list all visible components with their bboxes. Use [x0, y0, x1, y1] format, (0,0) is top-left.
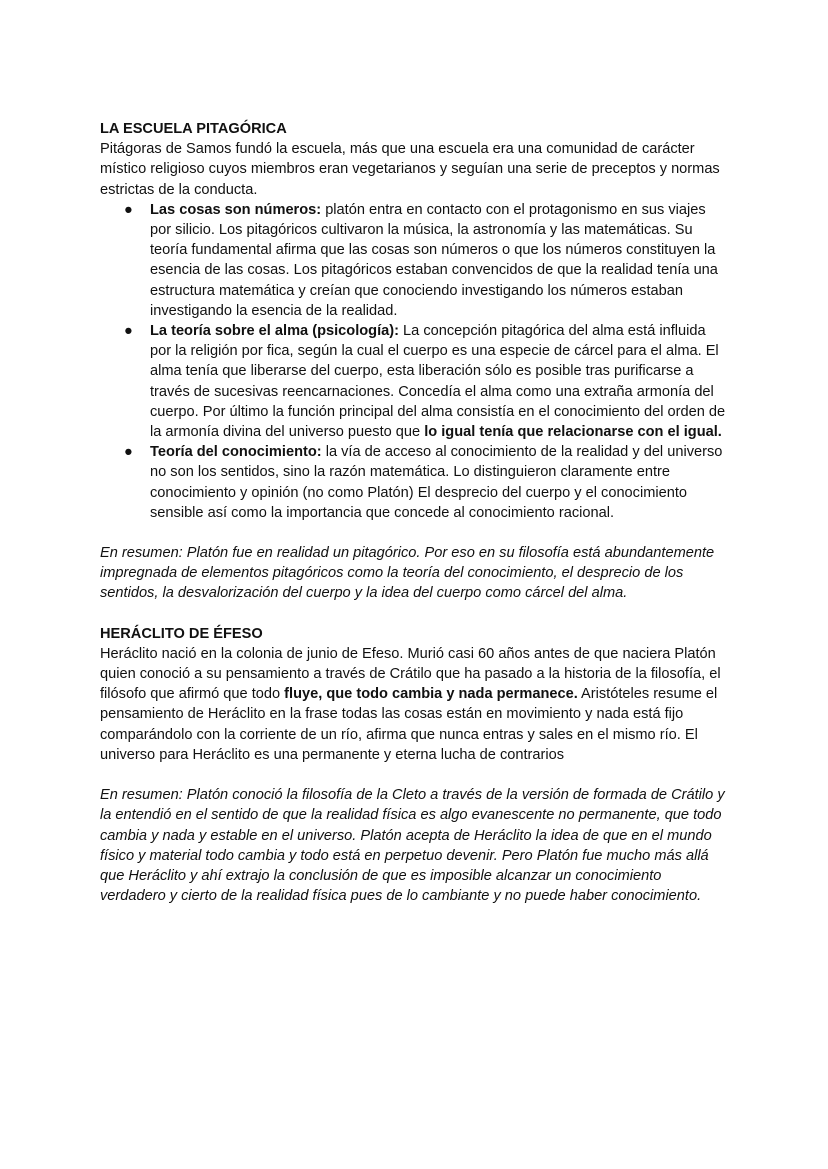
bullet-icon: ● — [124, 323, 133, 340]
summary-heraclito: En resumen: Platón conoció la filosofía de la Cleto a través de la versión de formada de Crátilo y la entendió en el sentido de que la realidad física es algo evanescente no permanente, que todo cambia y nada y estable en el universo. Platón acepta de Heráclito la idea de que en el mundo físico y material todo cambia y todo está en perpetuo devenir. Pero Platón fue mucho más allá que Heráclito y ahí extrajo la conclusión de que es imposible alcanzar un conocimiento verdadero y cierto de la realidad física pues de lo cambiante y no puede haber conocimiento. — [100, 787, 725, 905]
spacer — [100, 765, 730, 785]
intro-text-a: Heráclito nació en la colonia de junio de Efeso. Murió casi 60 años antes de que naciera Platón quien conoció a su pensamiento a través de Crátilo que ha pasado a la historia de la filosofía, el filósofo que afirmó que todo — [100, 645, 721, 703]
bullet-icon: ● — [124, 444, 133, 461]
bullet-icon: ● — [124, 201, 133, 218]
section-intro-pitagorica: Pitágoras de Samos fundó la escuela, más que una escuela era una comunidad de carácter místico religioso cuyos miembros eran vegetarianos y seguían una serie de preceptos y normas estrictas de la conducta. — [100, 141, 720, 198]
bullet-list — [100, 200, 730, 523]
list-item — [100, 442, 730, 523]
section-intro-heraclito — [100, 644, 730, 765]
intro-text-b: Aristóteles resume el pensamiento de Heráclito en la frase todas las cosas están en movimiento y nada está fijo comparándolo con la corriente de un río, afirma que nunca entras y sales en el mismo río. El universo para Heráclito es una permanente y eterna lucha de contrarios — [100, 686, 718, 763]
intro-bold: fluye, que todo cambia y nada permanece. — [284, 686, 578, 703]
bullet-title: Las cosas son números: — [150, 201, 322, 218]
bullet-text: la vía de acceso al conocimiento de la realidad y del universo no son los sentidos, sino la razón matemática. Lo distinguieron claramente entre conocimiento y opinión (no como Platón) El desprecio del cuerpo y el conocimiento sensible así como la importancia que concede al conocimiento racional. — [150, 444, 723, 521]
spacer — [100, 604, 730, 624]
bullet-title: La teoría sobre el alma (psicología): — [150, 323, 399, 340]
document-page — [100, 119, 730, 906]
bullet-bold-end: lo igual tenía que relacionarse con el igual. — [424, 424, 722, 441]
section-heading-pitagorica: LA ESCUELA PITAGÓRICA — [100, 121, 287, 137]
bullet-text: La concepción pitagórica del alma está influida por la religión por fica, según la cual el cuerpo es una especie de cárcel para el alma. El alma tenía que liberarse del cuerpo, esta liberación sólo es posible tras purificarse a través de sucesivas reencarnaciones. Concedía el alma como una extraña armonía del cuerpo. Por último la función principal del alma consistía en el conocimiento del orden de la armonía divina del universo puesto que — [150, 323, 726, 441]
summary-pitagorica: En resumen: Platón fue en realidad un pitagórico. Por eso en su filosofía está abundantemente impregnada de elementos pitagóricos como la teoría del conocimiento, el desprecio de los sentidos, la desvalorización del cuerpo y la idea del cuerpo como cárcel del alma. — [100, 545, 715, 602]
bullet-title: Teoría del conocimiento: — [150, 444, 322, 461]
spacer — [100, 523, 730, 543]
section-heading-heraclito: HERÁCLITO DE ÉFESO — [100, 625, 263, 642]
bullet-text: platón entra en contacto con el protagonismo en sus viajes por silicio. Los pitagóricos cultivaron la música, la astronomía y las matemáticas. Su teoría fundamental afirma que las cosas son números o que los números constituyen la esencia de las cosas. Los pitagóricos estaban convencidos de que la realidad tenía una estructura matemática y creían que conociendo investigando los números estaban investigando la esencia de la realidad. — [150, 201, 718, 319]
list-item — [100, 321, 730, 442]
list-item — [100, 200, 730, 321]
